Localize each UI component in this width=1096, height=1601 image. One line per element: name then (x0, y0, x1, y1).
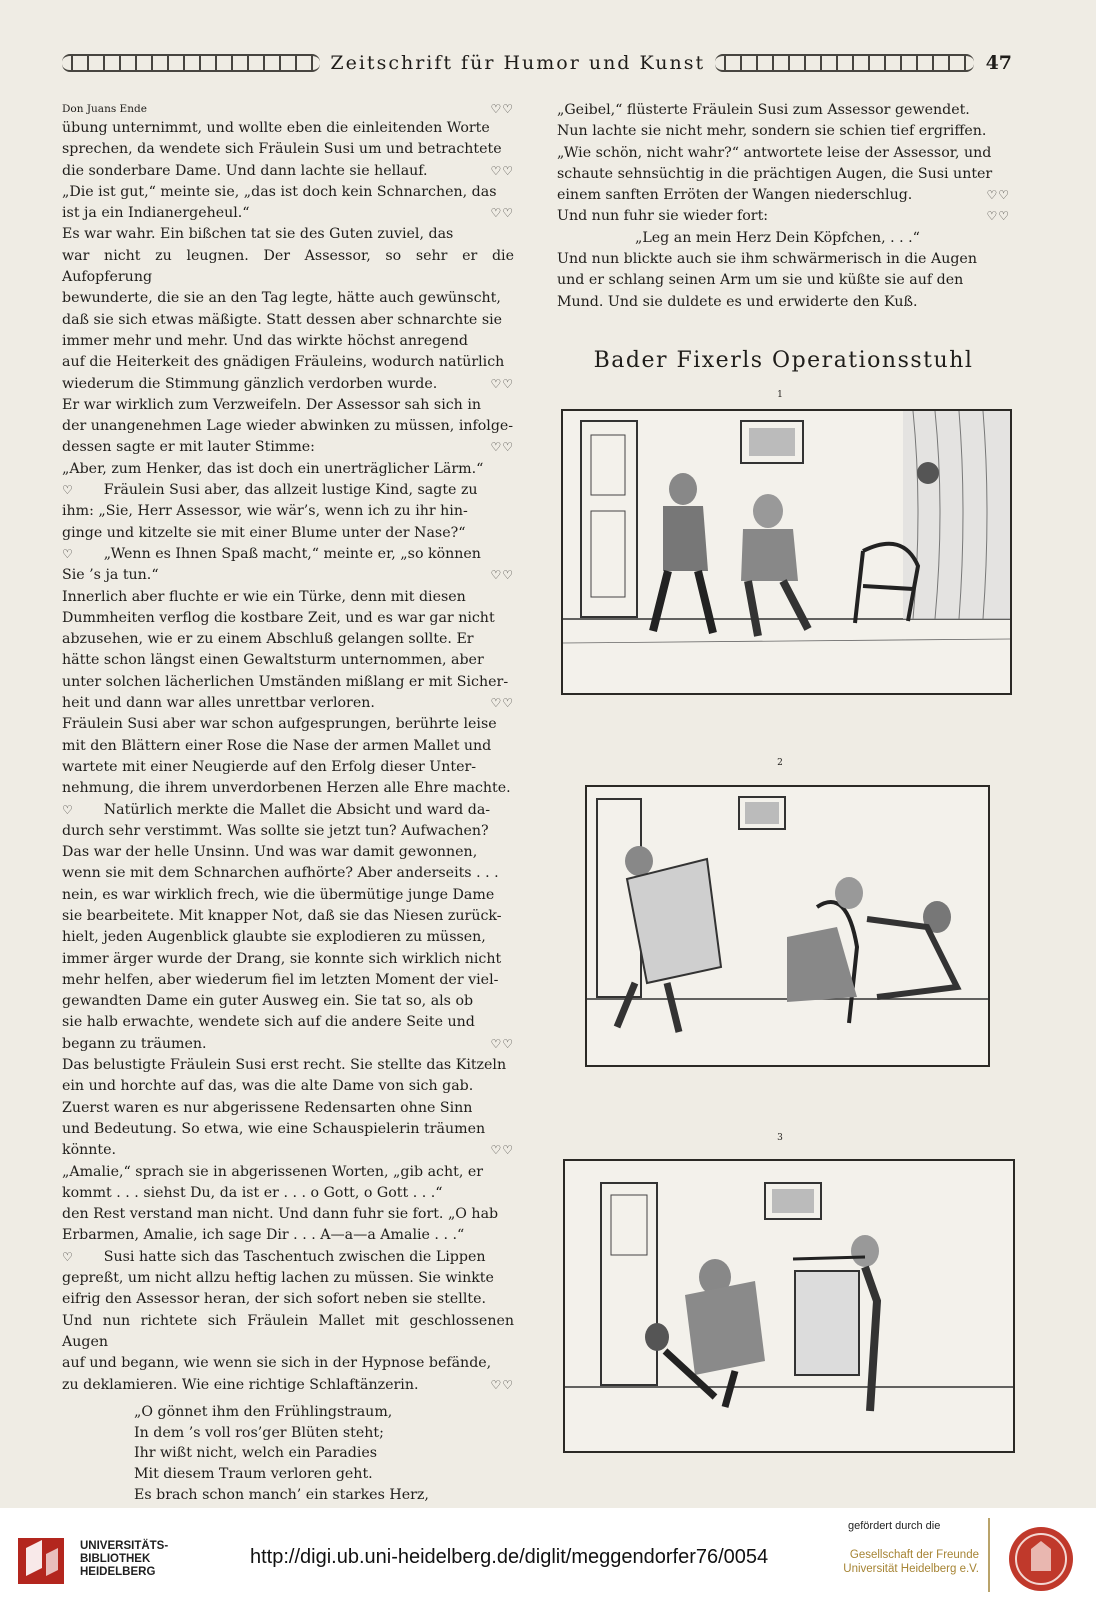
text-line-content: ist ja ein Indianergeheul.“ (62, 205, 250, 222)
heart-marker-icon: ♡♡ (490, 696, 514, 711)
text-line-content: immer mehr und mehr. Und das wirkte höchst anregend (62, 332, 468, 349)
text-line-content: gepreßt, um nicht allzu heftig lachen zu müssen. Sie winkte (62, 1270, 494, 1287)
text-line-content: Und nun blickte auch sie ihm schwärmerisch in die Augen (557, 251, 977, 268)
sponsor-line-1: Gesellschaft der Freunde (849, 1549, 979, 1561)
text-line-content: Das belustigte Fräulein Susi erst recht. Sie stellte das Kitzeln (62, 1057, 507, 1074)
text-line-content: schaute sehnsüchtig in die prächtigen Augen, die Susi unter (557, 165, 993, 182)
text-line (62, 1225, 514, 1246)
text-line-content: Er war wirklich zum Verzweifeln. Der Assessor sah sich in (62, 396, 481, 413)
text-line (62, 1098, 514, 1119)
left-lines (62, 118, 514, 1396)
text-line-content: „Aber, zum Henker, das ist doch ein unerträglicher Lärm.“ (62, 460, 484, 477)
illustration-1-drawing (563, 411, 1010, 693)
text-line-content: und er schlang seinen Arm um sie und küßte sie auf den (557, 272, 964, 289)
text-line (62, 1055, 514, 1076)
right-lines (557, 100, 1010, 313)
poem-line: Es brach schon manch’ ein starkes Herz, (134, 1487, 429, 1503)
text-line-content: „Leg an mein Herz Dein Köpfchen, . . .“ (635, 229, 920, 246)
text-line (62, 800, 514, 821)
page-header (62, 48, 1012, 78)
heart-marker-icon: ♡ (62, 1249, 74, 1264)
section-title: Bader Fixerls Operationsstuhl (593, 348, 974, 373)
text-line-content: heit und dann war alles unrettbar verloren. (62, 695, 375, 712)
text-line-content: dessen sagte er mit lauter Stimme: (62, 439, 315, 456)
text-line (557, 185, 1010, 206)
heart-marker-icon: ♡ (62, 546, 74, 561)
header-ornament-right (715, 54, 973, 72)
text-line-content: hielt, jeden Augenblick glaubte sie explodieren zu müssen, (62, 929, 486, 946)
heart-marker-icon: ♡♡ (490, 206, 514, 221)
text-line-content: Nun lachte sie nicht mehr, sondern sie schien tief ergriffen. (557, 123, 987, 140)
sponsor-line-2: Universität Heidelberg e.V. (843, 1563, 979, 1575)
illustration-panel-3 (563, 1159, 1015, 1453)
text-line-content: immer ärger wurde der Drang, sie konnte sich wirklich nicht (62, 950, 502, 967)
text-line-content: Mund. Und sie duldete es und erwiderte den Kuß. (557, 293, 918, 310)
text-line (62, 842, 514, 863)
text-line (62, 629, 514, 650)
text-line (62, 1119, 514, 1140)
text-line-content: nein, es war wirklich frech, wie die übermütige junge Dame (62, 886, 495, 903)
heart-marker-icon: ♡♡ (490, 1377, 514, 1392)
figure-number-1: 1 (777, 390, 783, 400)
text-line (62, 1247, 514, 1268)
running-head (62, 100, 514, 118)
text-line-content: der unangenehmen Lage wieder abwinken zu müssen, infolge- (62, 418, 514, 435)
heart-marker-icon: ♡♡ (986, 209, 1010, 224)
text-line (62, 118, 514, 139)
digital-copy-url[interactable]: http://digi.ub.uni-heidelberg.de/diglit/meggendorfer76/0054 (250, 1546, 769, 1568)
text-line (62, 736, 514, 757)
text-line (62, 650, 514, 671)
heart-marker-icon: ♡♡ (490, 1036, 514, 1051)
text-line (62, 1311, 514, 1354)
text-line-content: bewunderte, die sie an den Tag legte, hätte auch gewünscht, (62, 290, 501, 307)
heart-marker-icon: ♡♡ (490, 1143, 514, 1158)
poem-line: Mit diesem Traum verloren geht. (134, 1466, 373, 1483)
text-line-content: mit den Blättern einer Rose die Nase der armen Mallet und (62, 737, 492, 754)
text-line (557, 143, 1010, 164)
heart-marker-icon: ♡♡ (986, 188, 1010, 203)
text-line-content: Sie ’s ja tun.“ (62, 567, 159, 584)
text-line (62, 1353, 514, 1374)
text-line (62, 672, 514, 693)
text-line (62, 416, 514, 437)
text-line (62, 863, 514, 884)
text-line (557, 206, 1010, 227)
text-line (557, 164, 1010, 185)
heart-marker-icon: ♡♡ (490, 376, 514, 391)
text-line (62, 459, 514, 480)
text-line (62, 203, 514, 224)
text-line-content: unter solchen lächerlichen Umständen mißlang er mit Sicher- (62, 673, 509, 690)
text-line-content: durch sehr verstimmt. Was sollte sie jetzt tun? Aufwachen? (62, 822, 489, 839)
text-line (62, 246, 514, 289)
text-line-content: begann zu träumen. (62, 1035, 207, 1052)
text-line-content: wiederum die Stimmung gänzlich verdorben wurde. (62, 375, 438, 392)
text-line (62, 310, 514, 331)
text-line-content: ginge und kitzelte sie mit einer Blume unter der Nase?“ (62, 524, 466, 541)
text-line-content: Und nun fuhr sie wieder fort: (557, 208, 769, 225)
header-ornament-left (62, 54, 320, 72)
text-line (62, 885, 514, 906)
text-line-content: war nicht zu leugnen. Der Assessor, so sehr er die Aufopferung (62, 247, 514, 286)
text-line-content: hätte schon längst einen Gewaltsturm unternommen, aber (62, 652, 484, 669)
text-line (62, 1289, 514, 1310)
text-line-content: auf die Heiterkeit des gnädigen Fräuleins, wodurch natürlich (62, 354, 505, 371)
text-line-content: sprechen, da wendete sich Fräulein Susi um und betrachtete (62, 141, 502, 158)
text-line (62, 1268, 514, 1289)
text-line-content: die sonderbare Dame. Und dann lachte sie hellauf. (62, 162, 428, 179)
text-line-content: sie halb erwachte, wendete sich auf die andere Seite und (62, 1014, 475, 1031)
text-line-content: Und nun richtete sich Fräulein Mallet mit geschlossenen Augen (62, 1312, 514, 1350)
university-seal-icon (1007, 1525, 1075, 1593)
text-line-content: übung unternimmt, und wollte eben die einleitenden Worte (62, 120, 490, 136)
text-line-content: einem sanften Erröten der Wangen niederschlug. (557, 187, 913, 204)
text-line (62, 352, 514, 373)
text-line (62, 544, 514, 565)
text-line-content: sie bearbeitete. Mit knapper Not, daß sie das Niesen zurück- (62, 907, 502, 924)
text-line (62, 288, 514, 309)
text-line (62, 1162, 514, 1183)
illustration-panel-1 (561, 409, 1012, 695)
text-line-content: könnte. (62, 1142, 117, 1159)
text-line (62, 949, 514, 970)
heart-marker-icon: ♡♡ (490, 440, 514, 455)
text-line (62, 374, 514, 395)
text-line-content: Fräulein Susi aber war schon aufgesprungen, berührte leise (62, 716, 497, 733)
text-line-content: ein und horchte auf das, was die alte Dame von sich gab. (62, 1078, 474, 1095)
text-line (62, 224, 514, 245)
text-line (62, 1183, 514, 1204)
text-line (557, 270, 1010, 291)
text-line-content: Zuerst waren es nur abgerissene Redensarten ohne Sinn (62, 1099, 473, 1116)
text-line (557, 100, 1010, 121)
text-line-content: „Amalie,“ sprach sie in abgerissenen Worten, „gib acht, er (62, 1163, 484, 1180)
text-line (62, 1204, 514, 1225)
heart-marker-icon: ♡ (62, 483, 74, 498)
text-line (62, 1034, 514, 1055)
heart-marker-icon: ♡♡ (490, 102, 514, 116)
text-line-content: und Bedeutung. So etwa, wie eine Schauspielerin träumen (62, 1120, 486, 1137)
text-line (62, 1140, 514, 1161)
text-line (557, 121, 1010, 142)
text-line (62, 991, 514, 1012)
text-line (62, 437, 514, 458)
text-line (62, 139, 514, 160)
text-line-content: Dummheiten verflog die kostbare Zeit, und es war gar nicht (62, 609, 495, 626)
text-line-content: mehr helfen, aber wiederum fiel im letzten Moment der viel- (62, 971, 499, 988)
text-line (62, 331, 514, 352)
text-line-content: Fräulein Susi aber, das allzeit lustige Kind, sagte zu (103, 482, 478, 499)
illustration-panel-2 (585, 785, 990, 1067)
sponsor-divider (988, 1518, 990, 1592)
text-line-content: „Wie schön, nicht wahr?“ antwortete leise der Assessor, und (557, 144, 992, 161)
journal-title: Zeitschrift für Humor und Kunst (330, 52, 706, 74)
text-line-content: Erbarmen, Amalie, ich sage Dir . . . A—a—a Amalie . . .“ (62, 1227, 465, 1244)
text-line-content: „Geibel,“ flüsterte Fräulein Susi zum Assessor gewendet. (557, 102, 970, 118)
text-line-content: Natürlich merkte die Mallet die Absicht und ward da- (103, 801, 491, 818)
text-line (62, 565, 514, 586)
text-line-content: daß sie sich etwas mäßigte. Statt dessen aber schnarchte sie (62, 311, 503, 328)
library-line-2: BIBLIOTHEK (80, 1553, 151, 1565)
text-line (62, 587, 514, 608)
text-line-content: Innerlich aber fluchte er wie ein Türke, denn mit diesen (62, 588, 466, 605)
poem-line: Ihr wißt nicht, welch ein Paradies (134, 1445, 378, 1462)
text-line (62, 906, 514, 927)
text-line (62, 161, 514, 182)
text-line-content: wenn sie mit dem Schnarchen aufhörte? Aber anderseits . . . (62, 865, 499, 882)
right-text-column (557, 100, 1010, 313)
figure-number-3: 3 (777, 1133, 783, 1143)
text-line (62, 714, 514, 735)
text-line-content: abzusehen, wie er zu einem Abschluß gelangen sollte. Er (62, 631, 474, 648)
text-line (62, 1012, 514, 1033)
text-line (557, 249, 1010, 270)
text-line (62, 757, 514, 778)
poem-line: In dem ’s voll ros’ger Blüten steht; (134, 1424, 384, 1441)
text-line-content: gewandten Dame ein guter Ausweg ein. Sie tat so, als ob (62, 993, 474, 1010)
library-line-1: UNIVERSITÄTS- (80, 1540, 169, 1552)
text-line-content: den Rest verstand man nicht. Und dann fuhr sie fort. „O hab (62, 1206, 499, 1223)
text-line (62, 821, 514, 842)
figure-number-2: 2 (777, 758, 783, 768)
library-line-3: HEIDELBERG (80, 1566, 156, 1578)
text-line (62, 693, 514, 714)
illustration-3-drawing (565, 1161, 1013, 1451)
text-line (62, 927, 514, 948)
text-line-content: zu deklamieren. Wie eine richtige Schlaftänzerin. (62, 1376, 419, 1393)
page-number: 47 (985, 52, 1013, 74)
text-line-content: auf und begann, wie wenn sie sich in der Hypnose befände, (62, 1355, 492, 1372)
heart-marker-icon: ♡♡ (490, 163, 514, 178)
text-line (62, 395, 514, 416)
story-title: Don Juans Ende (62, 103, 147, 115)
text-line-content: eifrig den Assessor heran, der sich sofort neben sie stellte. (62, 1291, 486, 1308)
left-text-column (62, 100, 514, 1527)
text-line (62, 182, 514, 203)
text-line-content: Es war wahr. Ein bißchen tat sie des Guten zuviel, das (62, 226, 454, 243)
text-line-content: nehmung, die ihrem unverdorbenen Herzen alle Ehre machte. (62, 780, 511, 797)
text-line-content: ihm: „Sie, Herr Assessor, wie wär’s, wenn ich zu ihr hin- (62, 503, 468, 520)
text-line (557, 228, 1010, 249)
illustration-2-drawing (587, 787, 988, 1065)
text-line (62, 1375, 514, 1396)
text-line-content: wartete mit einer Neugierde auf den Erfolg dieser Unter- (62, 758, 477, 775)
text-line-content: kommt . . . siehst Du, da ist er . . . o Gott, o Gott . . .“ (62, 1184, 443, 1201)
text-line-content: „Wenn es Ihnen Spaß macht,“ meinte er, „so können (103, 545, 481, 562)
heart-marker-icon: ♡♡ (490, 568, 514, 583)
text-line-content: „Die ist gut,“ meinte sie, „das ist doch kein Schnarchen, das (62, 183, 497, 200)
university-library-logo-icon (16, 1536, 66, 1586)
sponsor-label: gefördert durch die (848, 1520, 941, 1532)
text-line (62, 1076, 514, 1097)
text-line (62, 608, 514, 629)
text-line (557, 292, 1010, 313)
heart-marker-icon: ♡ (62, 802, 74, 817)
sponsor-name (843, 1548, 979, 1576)
text-line-content: Susi hatte sich das Taschentuch zwischen die Lippen (103, 1248, 486, 1265)
text-line (62, 778, 514, 799)
poem-line: „O gönnet ihm den Frühlingstraum, (134, 1403, 393, 1420)
footer-bar (0, 1508, 1096, 1601)
text-line-content: Das war der helle Unsinn. Und was war damit gewonnen, (62, 844, 478, 861)
text-line (62, 523, 514, 544)
university-library-name (80, 1540, 168, 1579)
text-line (62, 480, 514, 501)
text-line (62, 970, 514, 991)
text-line (62, 501, 514, 522)
